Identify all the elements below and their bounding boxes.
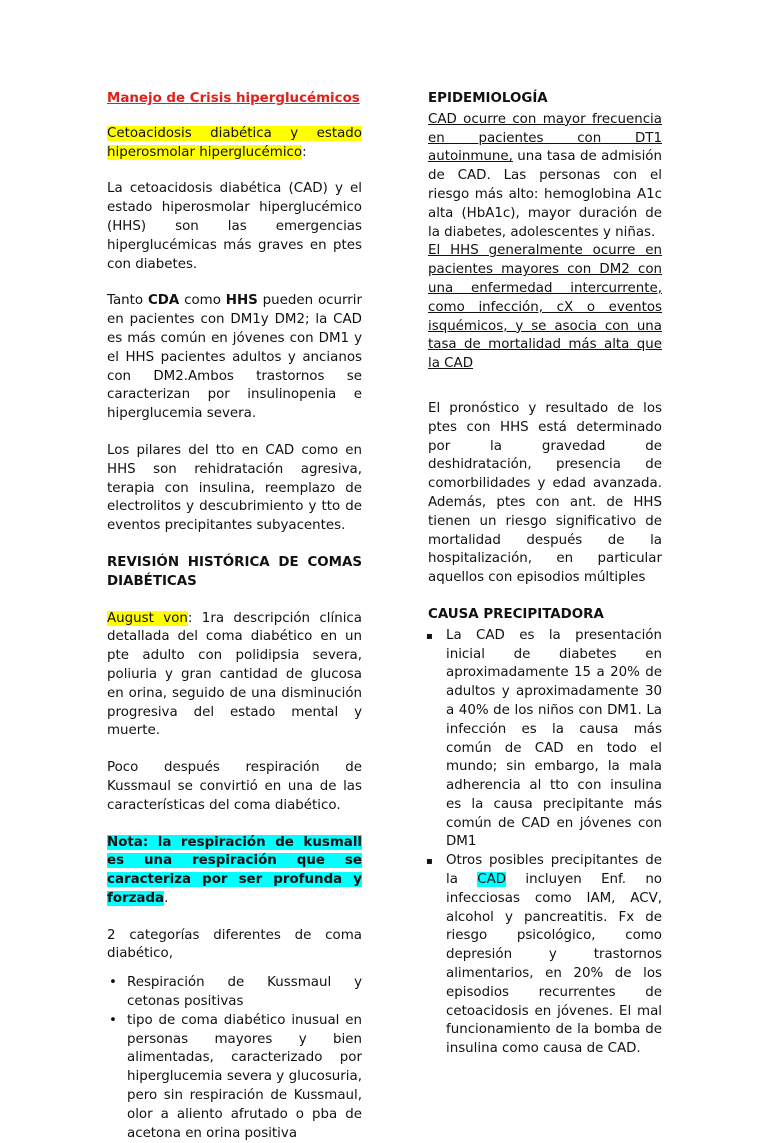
note-paragraph — [107, 834, 362, 909]
document-title: Manejo de Crisis hiperglucémicos — [107, 91, 360, 106]
categories-intro: 2 categorías diferentes de coma diabético, — [107, 927, 362, 962]
coma-categories-list — [107, 974, 362, 1143]
square-bullet-icon: ▪ — [426, 630, 433, 642]
list-item — [428, 852, 662, 1059]
list-item — [107, 1012, 362, 1143]
intro-paragraph: La cetoacidosis diabética (CAD) y el estado hiperosmolar hiperglucémico (HHS) son las emergencias hiperglucémicas más graves en ptes con diabetes. — [107, 181, 362, 272]
cda-hhs-paragraph — [107, 292, 362, 424]
text-run: : 1ra descripción clínica detallada del coma diabético en un pte adulto con polidipsia severa, poliuria y gran cantidad de glucosa en orina, seguido de una disminución progresiva del estado mental y muerte. — [107, 610, 362, 739]
august-highlight: August von — [107, 610, 188, 626]
list-item-text: Respiración de Kussmaul y cetonas positivas — [127, 975, 362, 1010]
note-end: . — [164, 890, 169, 906]
prognosis-paragraph: El pronóstico y resultado de los ptes con HHS está determinado por la gravedad de deshidratación, presencia de comorbilidades y edad avanzada. Además, ptes con ant. de HHS tienen un riesgo significativo de mortalidad después de la hospitalización, en particular aquellos con episodios múltiples — [428, 400, 662, 586]
kussmaul-paragraph: Poco después respiración de Kussmaul se convirtió en una de las características del coma diabético. — [107, 760, 362, 813]
treatment-paragraph: Los pilares del tto en CAD como en HHS son rehidratación agresiva, terapia con insulina, reemplazo de electrolitos y descubrimiento y tto de eventos precipitantes subyacentes. — [107, 442, 362, 534]
bullet-icon: • — [109, 1012, 117, 1028]
list-item-text: tipo de coma diabético inusual en personas mayores y bien alimentadas, caracterizado por hiperglucemia severa y glucosuria, pero sin respiración de Kussmaul, olor a aliento afrutado o pba de acetona en orina positiva — [127, 1012, 362, 1141]
subtitle-paragraph — [107, 125, 362, 163]
right-column — [428, 90, 662, 1059]
cda-bold: CDA — [147, 293, 180, 309]
underlined-text: CAD ocurre con mayor frecuencia en pacientes con DT1 autoinmune, — [428, 111, 662, 165]
text-run: Otros posibles precipitantes de la — [446, 853, 662, 888]
underlined-text: El HHS generalmente ocurre en pacientes mayores con DM2 con una enfermedad intercurrente, como infección, cX o eventos isquémicos, y se asocia con una tasa de mortalidad más alta que la CAD — [428, 243, 662, 372]
history-heading: REVISIÓN HISTÓRICA DE COMAS DIABÉTICAS — [107, 554, 362, 589]
epidemiology-paragraph-a — [428, 111, 662, 243]
square-bullet-icon: ▪ — [426, 856, 433, 868]
cause-list — [428, 627, 662, 1059]
hhs-bold: HHS — [225, 293, 258, 309]
epidemiology-heading: EPIDEMIOLOGÍA — [428, 91, 548, 106]
august-paragraph — [107, 610, 362, 742]
epidemiology-paragraph-b — [428, 242, 662, 374]
cause-heading: CAUSA PRECIPITADORA — [428, 606, 604, 622]
list-item — [107, 974, 362, 1012]
cad-highlight: CAD — [477, 872, 507, 888]
note-highlight: Nota: la respiración de kusmall es una respiración que se caracteriza por ser profunda y forzada — [107, 834, 362, 906]
text-run: una tasa de admisión de CAD. Las personas con el riesgo más alto: hemoglobina A1c alta (HbA1c), mayor duración de la diabetes, adolescentes y niñas. — [428, 149, 662, 240]
bullet-icon: • — [109, 975, 117, 991]
left-column — [107, 90, 362, 1143]
text-run: pueden ocurrir en pacientes con DM1y DM2; la CAD es más común en jóvenes con DM1 y el HHS pacientes adultos y ancianos con DM2.Ambos trastornos se caracterizan por insulinopenia e hiperglucemia severa. — [107, 293, 362, 422]
subtitle-colon: : — [302, 144, 307, 160]
list-item — [428, 627, 662, 853]
text-run: como — [179, 293, 226, 309]
subtitle-highlight: Cetoacidosis diabética y estado hiperosmolar hiperglucémico — [107, 125, 362, 160]
list-item-text: La CAD es la presentación inicial de diabetes en aproximadamente 15 a 20% de adultos y aproximadamente 30 a 40% de los niños con DM1. La infección es la causa más común de CAD en todo el mundo; sin embargo, la mala adherencia al tto con insulina es la causa precipitante más común de CAD en jóvenes con DM1 — [446, 627, 662, 850]
text-run: incluyen Enf. no infecciosas como IAM, ACV, alcohol y pancreatitis. Fx de riesgo psicológico, como depresión y trastornos alimentarios, en 20% de los episodios recurrentes de cetoacidosis en jóvenes. El mal funcionamiento de la bomba de insulina como causa de CAD. — [446, 872, 662, 1057]
text-run: Tanto — [107, 293, 148, 309]
